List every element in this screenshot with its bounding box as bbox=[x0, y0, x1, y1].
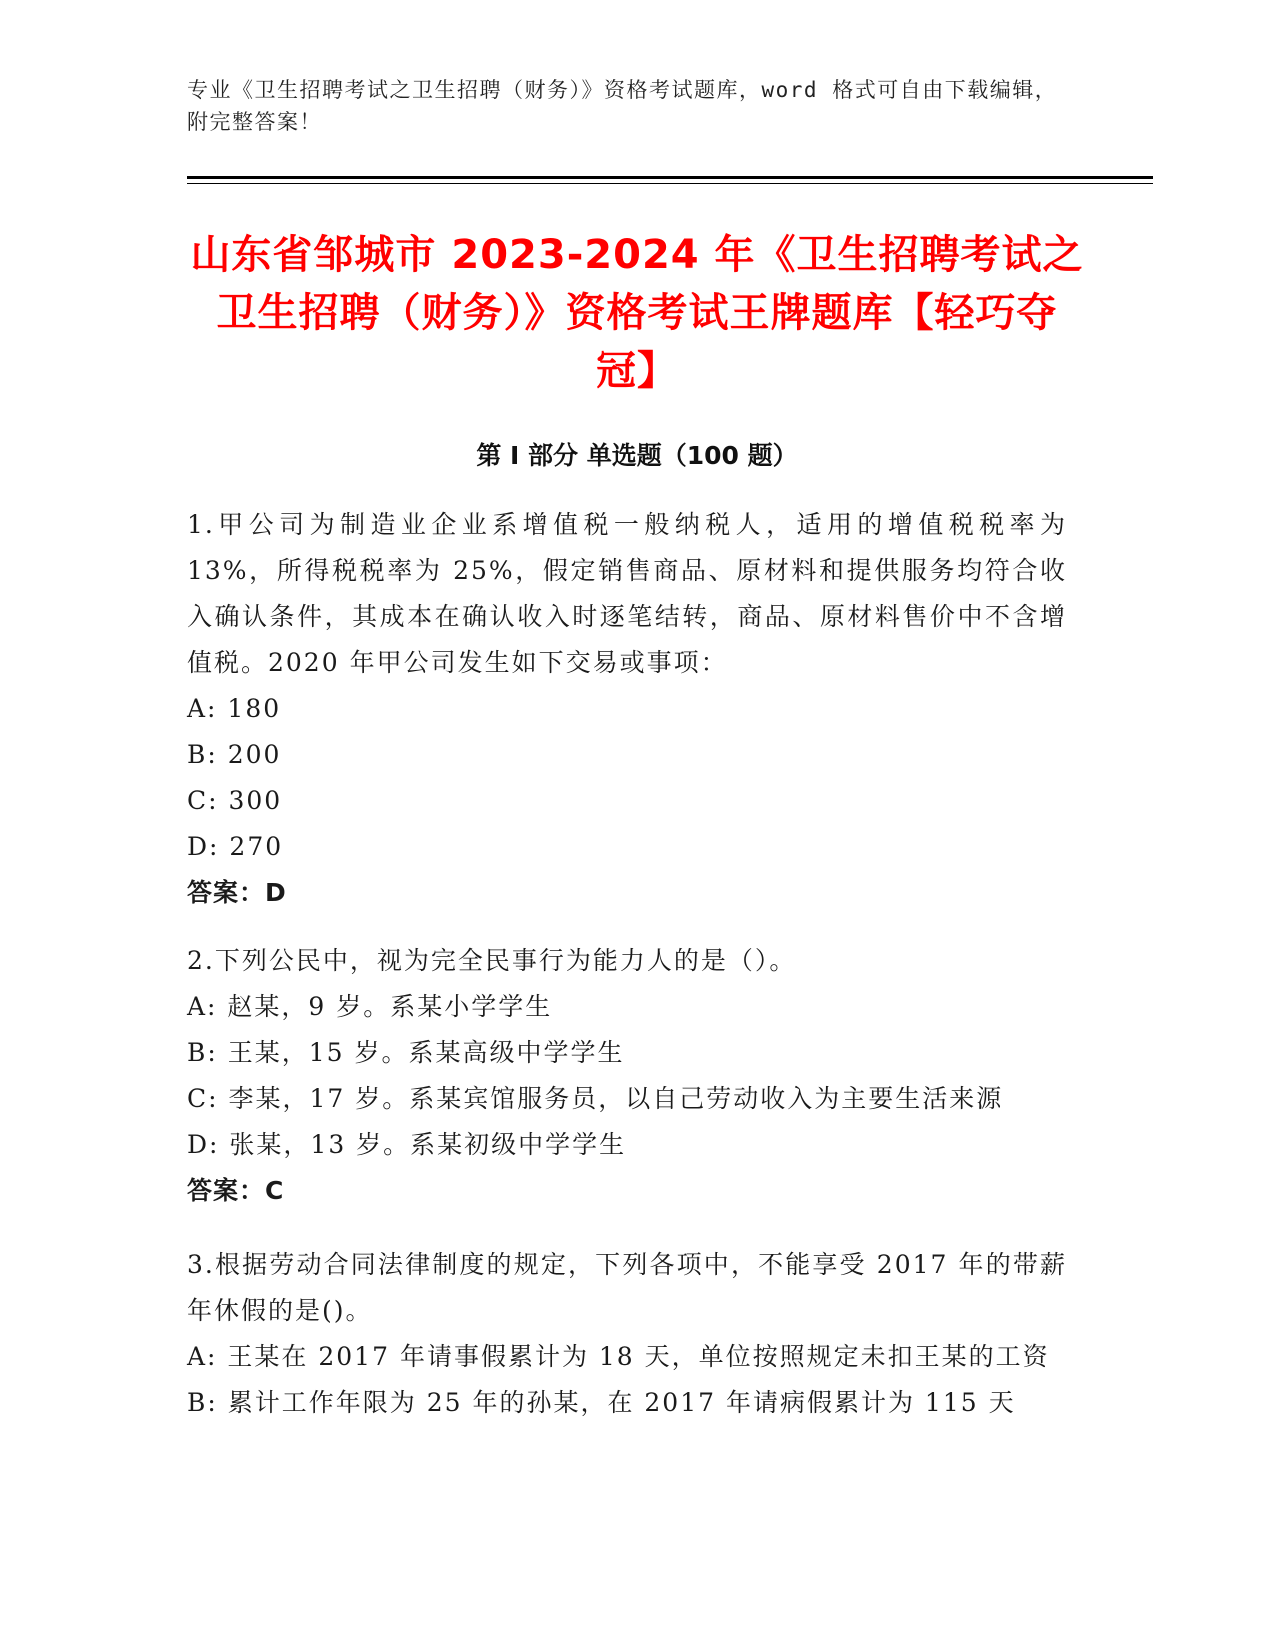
option-b: B: 王某，15 岁。系某高级中学学生 bbox=[187, 1038, 625, 1067]
answer: 答案：C bbox=[187, 1176, 285, 1205]
option-b: B: 累计工作年限为 25 年的孙某，在 2017 年请病假累计为 115 天 bbox=[187, 1388, 1016, 1417]
section-heading: 第 I 部分 单选题（100 题） bbox=[476, 441, 798, 470]
option-c: C: 李某，17 岁。系某宾馆服务员，以自己劳动收入为主要生活来源 bbox=[187, 1084, 1004, 1113]
option-d: D: 270 bbox=[187, 832, 284, 861]
question-1 bbox=[187, 502, 1067, 916]
question-stem: 1.甲公司为制造业企业系增值税一般纳税人，适用的增值税税率为 13%，所得税税率为 25%，假定销售商品、原材料和提供服务均符合收入确认条件，其成本在确认收入时逐笔结转，商品、原材料售价中不含增值税。2020 年甲公司发生如下交易或事项： bbox=[187, 510, 1067, 677]
document-title: 山东省邹城市 2023-2024 年《卫生招聘考试之卫生招聘（财务）》资格考试王牌题库【轻巧夺冠】 bbox=[190, 232, 1084, 394]
answer: 答案：D bbox=[187, 878, 287, 907]
option-c: C: 300 bbox=[187, 786, 283, 815]
question-stem: 2.下列公民中，视为完全民事行为能力人的是（）。 bbox=[187, 946, 797, 975]
option-a: A: 王某在 2017 年请事假累计为 18 天，单位按照规定未扣王某的工资 bbox=[187, 1342, 1050, 1371]
question-3 bbox=[187, 1242, 1067, 1426]
header-note: 专业《卫生招聘考试之卫生招聘（财务）》资格考试题库，word 格式可自由下载编辑，附完整答案！ bbox=[187, 78, 1058, 134]
question-stem: 3.根据劳动合同法律制度的规定，下列各项中，不能享受 2017 年的带薪年休假的是()。 bbox=[187, 1250, 1067, 1325]
option-b: B: 200 bbox=[187, 740, 282, 769]
question-2 bbox=[187, 938, 1067, 1214]
option-a: A: 180 bbox=[187, 694, 282, 723]
header-divider-thick bbox=[187, 176, 1153, 179]
option-d: D: 张某，13 岁。系某初级中学学生 bbox=[187, 1130, 627, 1159]
header-divider-thin bbox=[187, 183, 1153, 184]
option-a: A: 赵某，9 岁。系某小学学生 bbox=[187, 992, 553, 1021]
